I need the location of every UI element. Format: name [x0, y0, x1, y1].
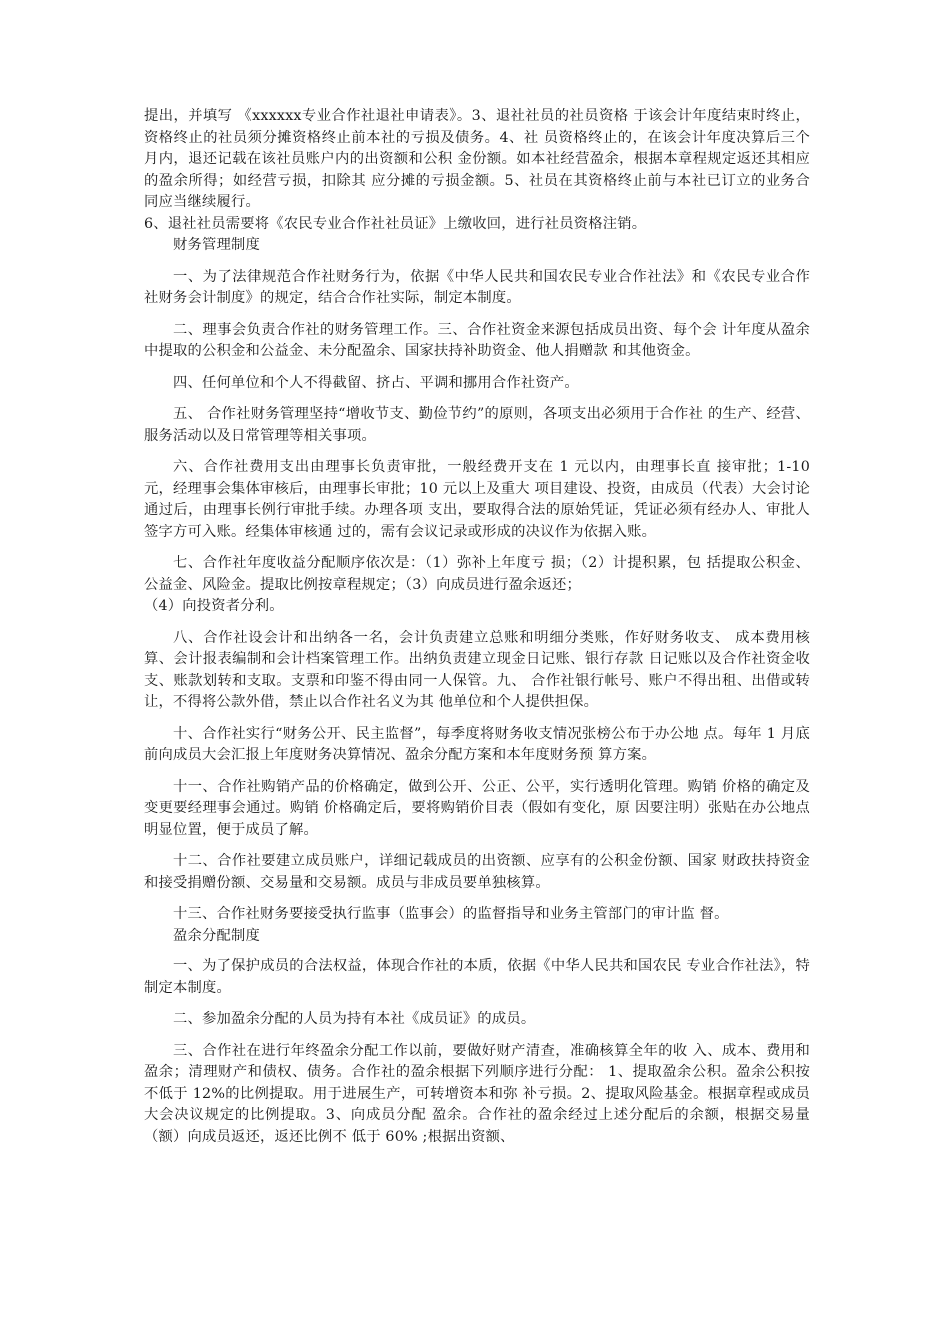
section-heading-finance: 财务管理制度 [173, 237, 260, 253]
finance-clause-13: 十三、合作社财务要接受执行监事（监事会）的监督指导和业务主管部门的审计监 督。 [173, 906, 729, 922]
finance-clause-7-item-4: （4）向投资者分利。 [144, 598, 284, 614]
section-heading-surplus: 盈余分配制度 [173, 927, 260, 944]
finance-clause-1: 一、为了法律规范合作社财务行为，依据《中华人民共和国农民专业合作社法》和《农民专业合作社财务会计制度》的规定，结合合作社实际，制定本制度。 [144, 268, 810, 306]
paragraph-withdrawal-continued: 提出，并填写 《xxxxxx专业合作社退社申请表》。3、退社社员的社员资格 于该会计年度结束时终止，资格终止的社员须分摊资格终止前本社的亏损及债务。4、社 员资格终止的，在该会计年度决算后三个月内，退还记载在该社员账户内的出资额和公积 金份额。如本社经营盈余，根据本章程规定返还其相应的盈余所得；如经营亏损，扣除其 应分摊的亏损金额。5、社员在其资格终止前与本社已订立的业务合同应当继续履行。 [144, 108, 810, 210]
finance-clause-6: 六、合作社费用支出由理事长负责审批，一般经费开支在 1 元以内，由理事长直 接审批；1-10 元，经理事会集体审核后，由理事长审批；10 元以上及重大 项目建设、投资，由成员（代表）大会讨论通过后，由理事长例行审批手续。办理各项 支出，要取得合法的原始凭证，凭证必须有经办人、审批人签字方可入账。经集体审核通 过的，需有会议记录或形成的决议作为依据入账。 [144, 459, 810, 540]
surplus-clause-2: 二、参加盈余分配的人员为持有本社《成员证》的成员。 [173, 1011, 536, 1027]
finance-clause-8-9: 八、合作社设会计和出纳各一名，会计负责建立总账和明细分类账，作好财务收支、 成本费用核算、会计报表编制和会计档案管理工作。出纳负责建立现金日记账、银行存款 日记账以及合作社资金收支、账款划转和支取。支票和印鉴不得由同一人保管。九、 合作社银行帐号、账户不得出租、出借或转让，不得将公款外借，禁止以合作社名义为其 他单位和个人提供担保。 [144, 629, 810, 710]
surplus-clause-1: 一、为了保护成员的合法权益，体现合作社的本质，依据《中华人民共和国农民 专业合作社法》，特制定本制度。 [144, 958, 810, 996]
finance-clause-4: 四、任何单位和个人不得截留、挤占、平调和挪用合作社资产。 [173, 374, 579, 391]
finance-clause-12: 十二、合作社要建立成员账户，详细记载成员的出资额、应享有的公积金份额、国家 财政扶持资金和接受捐赠份额、交易量和交易额。成员与非成员要单独核算。 [144, 853, 810, 891]
finance-clause-5: 五、 合作社财务管理坚持“增收节支、勤俭节约”的原则，各项支出必须用于合作社 的生产、经营、服务活动以及日常管理等相关事项。 [144, 406, 810, 444]
finance-clause-2-3: 二、理事会负责合作社的财务管理工作。三、合作社资金来源包括成员出资、每个会 计年度从盈余中提取的公积金和公益金、未分配盈余、国家扶持补助资金、他人捐赠款 和其他资金。 [144, 321, 810, 359]
finance-clause-11: 十一、合作社购销产品的价格确定，做到公开、公正、公平，实行透明化管理。购销 价格的确定及变更要经理事会通过。购销 价格确定后，要将购销价目表（假如有变化，原 因要注明）张贴在办公地点明显位置，便于成员了解。 [144, 778, 810, 838]
finance-clause-7: 七、合作社年度收益分配顺序依次是：（1）弥补上年度亏 损；（2）计提积累，包 括提取公积金、公益金、风险金。提取比例按章程规定；（3）向成员进行盈余返还； [144, 555, 810, 593]
surplus-clause-3: 三、合作社在进行年终盈余分配工作以前，要做好财产清查，准确核算全年的收 入、成本、费用和盈余；清理财产和债权、债务。合作社的盈余根据下列顺序进行分配： 1、提取盈余公积。盈余公积按不低于 12%的比例提取。用于进展生产，可转增资本和弥 补亏损。2、提取风险基金。根据章程或成员大会决议规定的比例提取。3、向成员分配 盈余。合作社的盈余经过上述分配后的余额，根据交易量（额）向成员返还，返还比例不 低于 60% ;根据出资额、 [144, 1042, 810, 1145]
finance-clause-10: 十、合作社实行“财务公开、民主监督”，每季度将财务收支情况张榜公布于办公地 点。每年 1 月底前向成员大会汇报上年度财务决算情况、盈余分配方案和本年度财务预 算方案。 [144, 725, 810, 763]
document-page [144, 106, 810, 1148]
paragraph-withdrawal-item-6: 6、退社社员需要将《农民专业合作社社员证》上缴收回，进行社员资格注销。 [144, 215, 647, 232]
